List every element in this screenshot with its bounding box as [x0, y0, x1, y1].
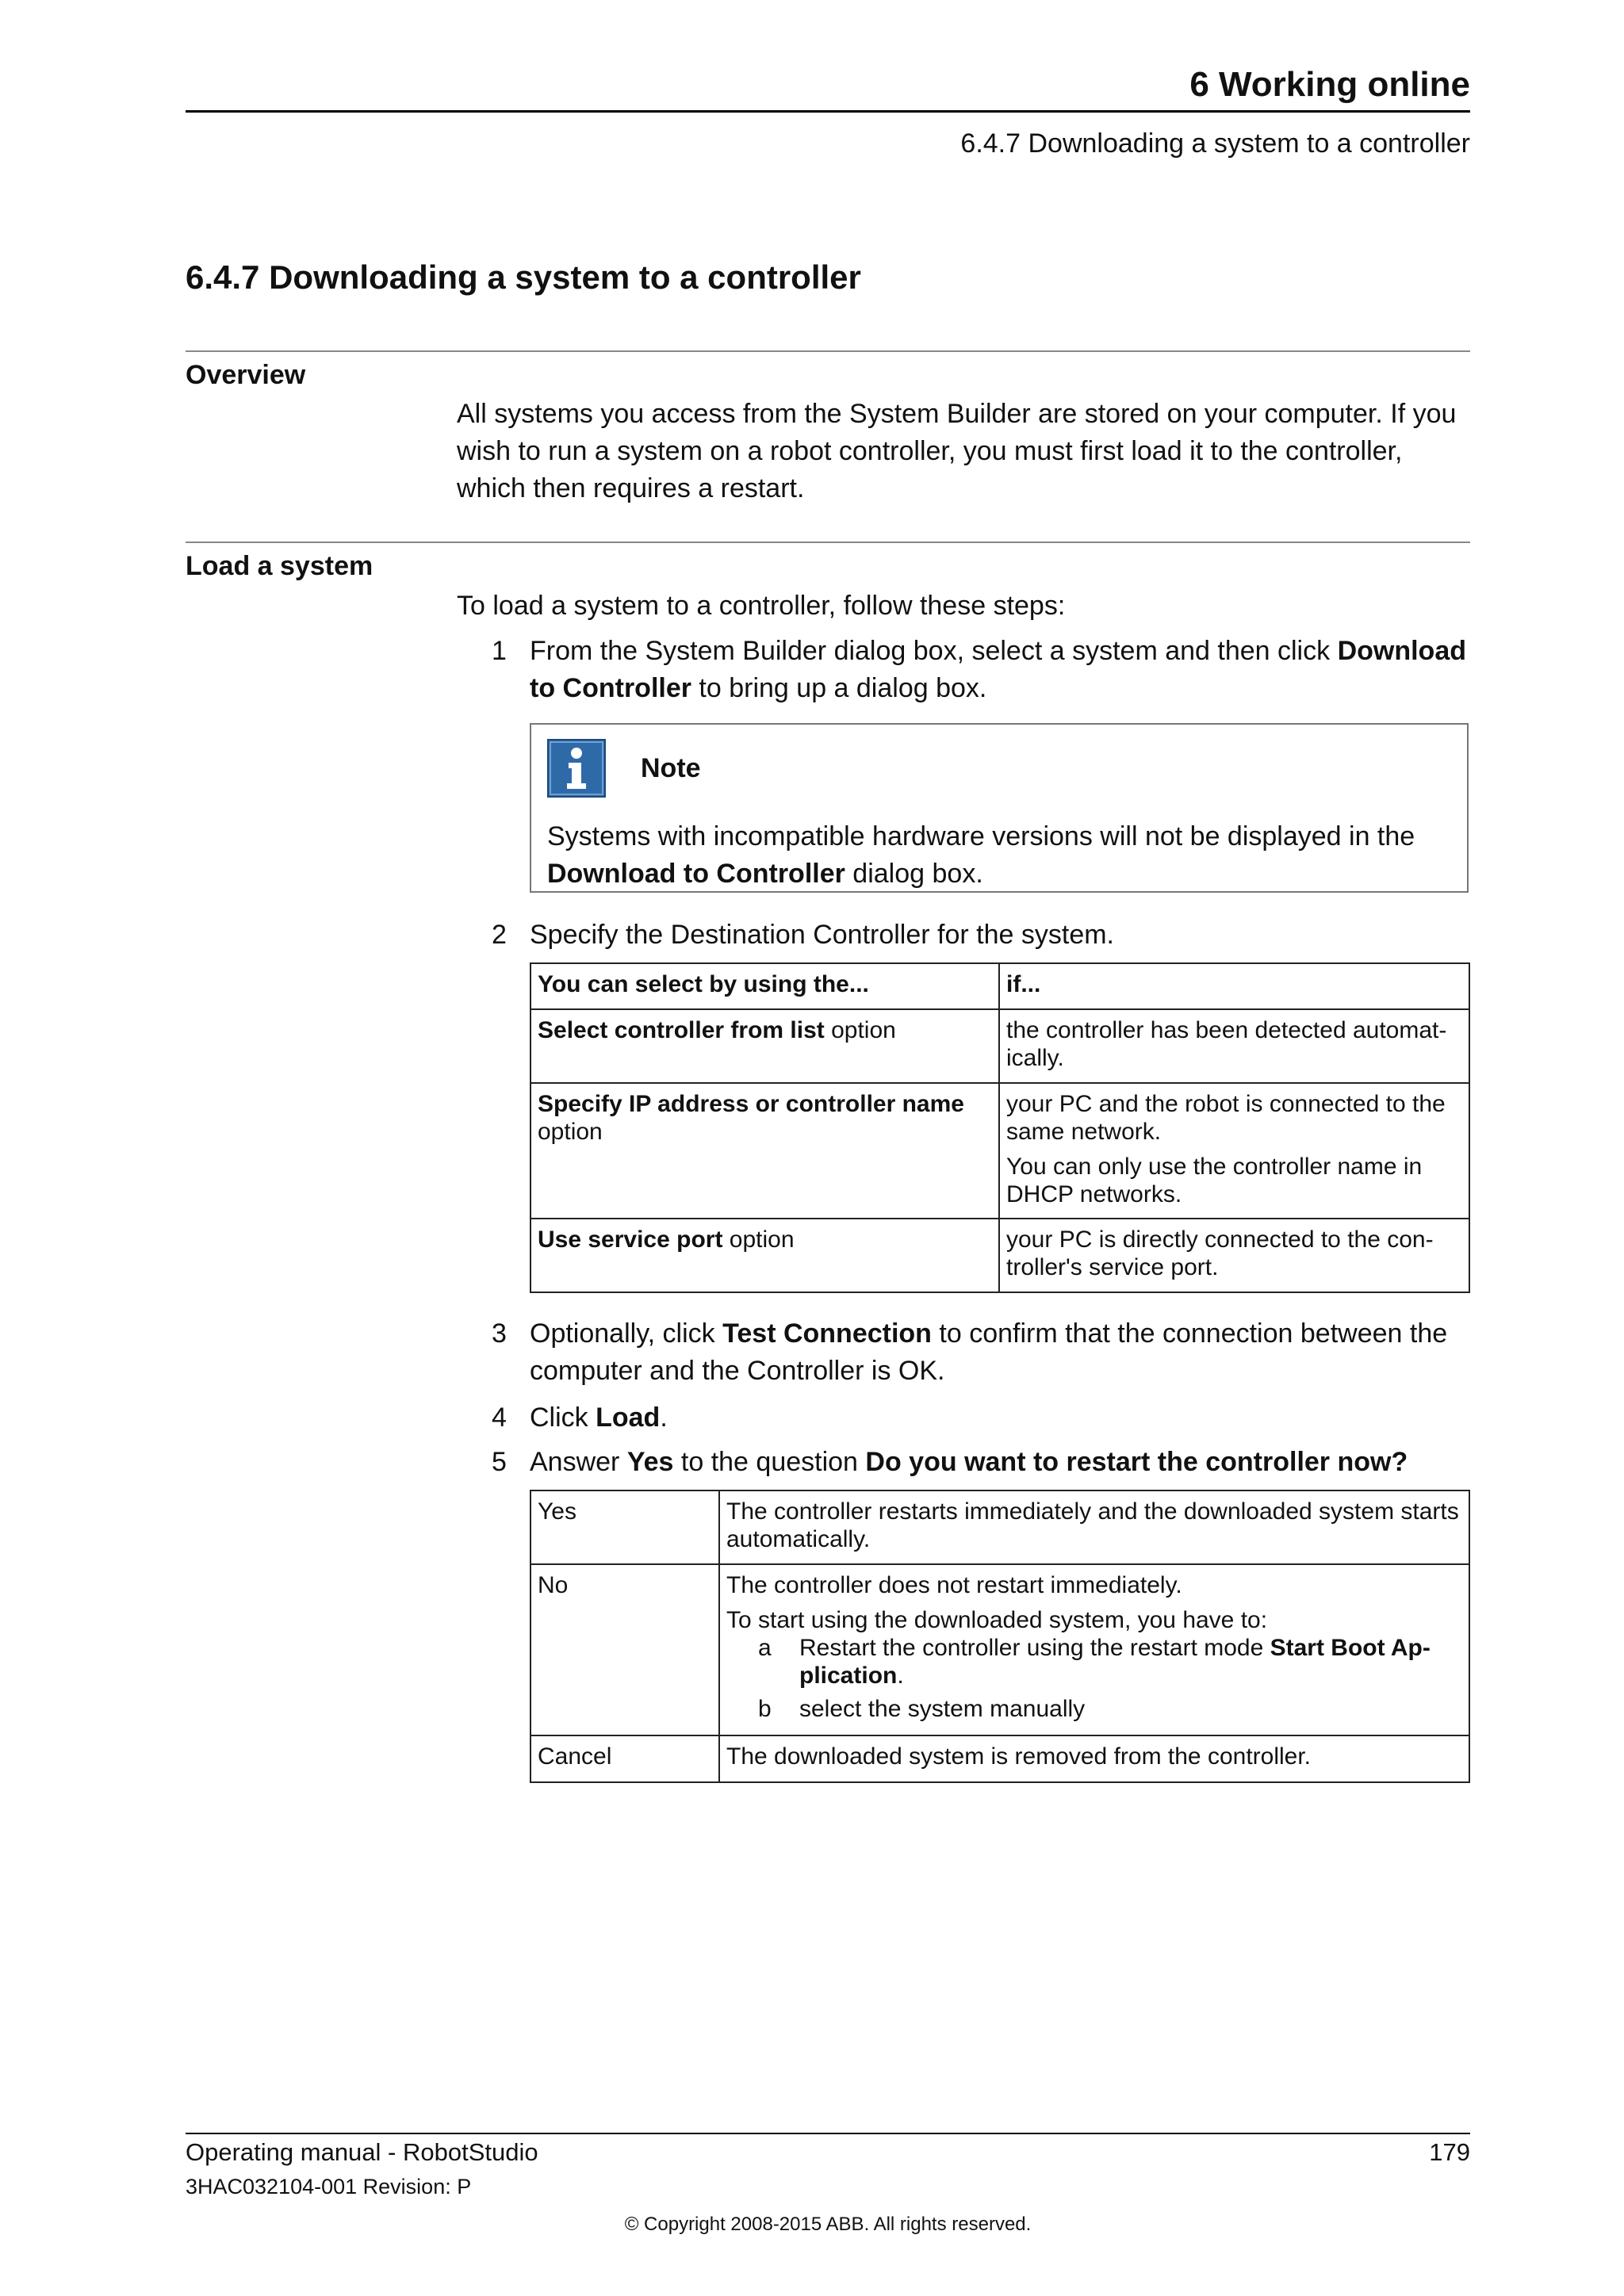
step-4-bold: Load — [596, 1402, 661, 1433]
table-cell: your PC is directly connected to the con-troller's service port. — [999, 1219, 1469, 1292]
table-row — [530, 1735, 1469, 1782]
note-bold: Download to Controller — [547, 859, 845, 889]
overview-text: All systems you access from the System Builder are stored on your computer. If you wish to run a system on a robot controller, you must first load it to the controller, which then requires a restart. — [457, 399, 1457, 503]
table-cell: The downloaded system is removed from the controller. — [719, 1735, 1469, 1782]
note-text: Systems with incompatible hardware versions will not be displayed in the Download to Controller dialog box. — [547, 821, 1415, 889]
table-cell: Yes — [530, 1490, 719, 1564]
overview-divider — [186, 350, 1470, 352]
overview-heading: Overview — [186, 360, 306, 390]
table-row — [530, 1490, 1469, 1564]
list-item: b select the system manually — [758, 1696, 1086, 1722]
table-header-cell: if... — [999, 963, 1469, 1009]
load-heading: Load a system — [186, 551, 373, 581]
step-3-number: 3 — [492, 1318, 507, 1349]
table-row — [530, 1219, 1469, 1292]
header-divider — [186, 110, 1470, 113]
table-cell: The controller restarts immediately and the downloaded system starts automatically. — [719, 1490, 1469, 1564]
list-item: a Restart the controller using the restart mode Start Boot Ap-plication. — [758, 1635, 1431, 1689]
step-5-text: Answer Yes to the question Do you want to restart the controller now? — [530, 1447, 1408, 1477]
table-row — [530, 1009, 1469, 1083]
step-3-bold: Test Connection — [722, 1318, 932, 1349]
restart-options-table — [530, 1490, 1470, 1783]
running-header-chapter: 6 Working online — [1189, 65, 1470, 104]
step-3-text: Optionally, click Test Connection to confirm that the connection between the computer and the Controller is OK. — [530, 1318, 1448, 1386]
footer-divider — [186, 2133, 1470, 2134]
info-icon — [547, 739, 606, 798]
step-1-bold: Download to Controller — [530, 636, 1466, 703]
page-title: 6.4.7 Downloading a system to a controller — [186, 258, 861, 296]
step-5-bold-yes: Yes — [626, 1447, 674, 1477]
table-cell: Cancel — [530, 1735, 719, 1782]
running-header-section: 6.4.7 Downloading a system to a controller — [960, 128, 1470, 159]
load-intro: To load a system to a controller, follow these steps: — [457, 591, 1066, 621]
load-divider — [186, 541, 1470, 543]
table-cell: Use service port option — [530, 1219, 999, 1292]
step-2-number: 2 — [492, 920, 507, 950]
step-1-number: 1 — [492, 636, 507, 666]
table-cell: Specify IP address or controller name option — [530, 1083, 999, 1219]
destination-table — [530, 962, 1470, 1293]
step-5-number: 5 — [492, 1447, 507, 1477]
table-cell: the controller has been detected automat-ically. — [999, 1009, 1469, 1083]
table-cell: No — [530, 1564, 719, 1735]
note-title: Note — [641, 753, 701, 783]
table-row — [530, 1564, 1469, 1735]
step-4-number: 4 — [492, 1402, 507, 1433]
note-box — [530, 723, 1469, 893]
footer-manual-title: Operating manual - RobotStudio — [186, 2138, 538, 2166]
table-header-row — [530, 963, 1469, 1009]
table-cell: The controller does not restart immediately. To start using the downloaded system, you have to: a Restart the controller using the restart mode Start Boot Ap-plication. b select the system manually — [719, 1564, 1469, 1735]
copyright: © Copyright 2008-2015 ABB. All rights reserved. — [624, 2214, 1032, 2235]
step-2-text: Specify the Destination Controller for the system. — [530, 920, 1114, 950]
table-row — [530, 1083, 1469, 1219]
step-1-text: From the System Builder dialog box, select a system and then click Download to Controller to bring up a dialog box. — [530, 636, 1466, 703]
step-4-text: Click Load. — [530, 1402, 668, 1433]
table-cell: Select controller from list option — [530, 1009, 999, 1083]
table-header-cell: You can select by using the... — [530, 963, 999, 1009]
table-cell: your PC and the robot is connected to the same network. You can only use the controller name in DHCP networks. — [999, 1083, 1469, 1219]
step-5-bold-question: Do you want to restart the controller now? — [865, 1447, 1408, 1477]
footer-document-id: 3HAC032104-001 Revision: P — [186, 2175, 472, 2198]
page-number: 179 — [1429, 2138, 1470, 2166]
